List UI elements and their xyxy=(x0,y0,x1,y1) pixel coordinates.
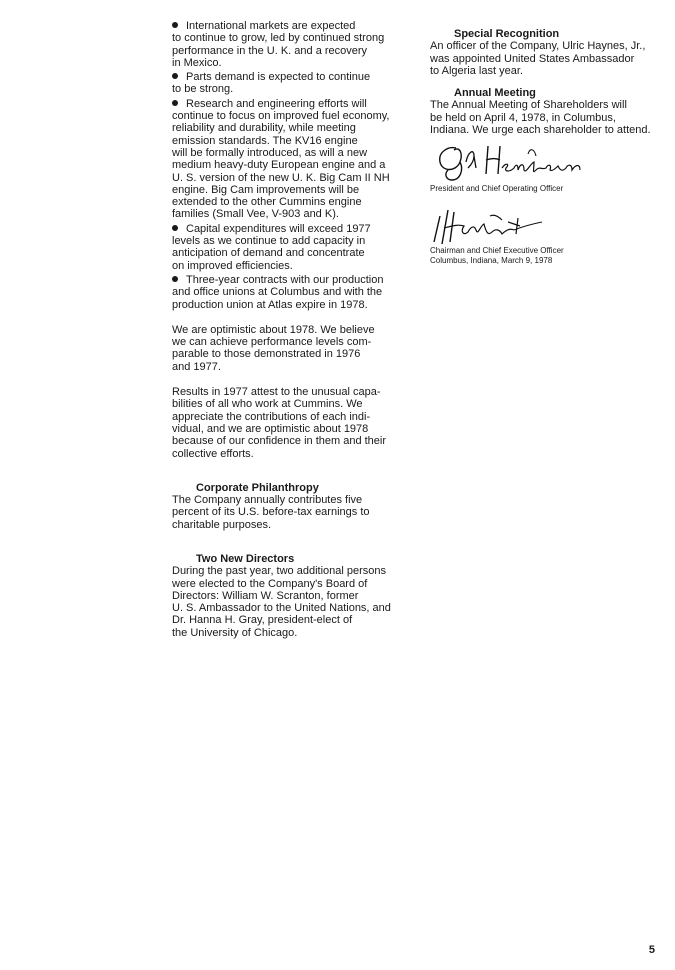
results-paragraph xyxy=(172,386,404,460)
text-line: Results in 1977 attest to the unusual capa- xyxy=(172,386,381,399)
optimistic-paragraph xyxy=(172,324,404,373)
text-line: to be strong. xyxy=(172,83,234,96)
chairman-signature xyxy=(430,206,580,246)
bullet-dot-icon xyxy=(172,225,178,231)
president-signature-block xyxy=(430,140,662,194)
bullet-item xyxy=(172,71,404,96)
recognition-section xyxy=(430,28,662,77)
text-line: and 1977. xyxy=(172,360,221,373)
text-line: Directors: William W. Scranton, former xyxy=(172,589,359,602)
bullet-item xyxy=(172,20,404,69)
text-line: U. S. Ambassador to the United Nations, and xyxy=(172,602,391,615)
chairman-caption: Chairman and Chief Executive Officer xyxy=(430,246,564,256)
chairman-signature-block xyxy=(430,206,662,266)
text-line: to continue to grow, led by continued strong xyxy=(172,32,385,45)
bullet-item xyxy=(172,223,404,272)
text-line: we can achieve performance levels com- xyxy=(172,336,372,349)
recognition-heading: Special Recognition xyxy=(454,28,560,40)
text-line: and office unions at Columbus and with the xyxy=(172,286,383,299)
text-line: U. S. version of the new U. K. Big Cam II NH xyxy=(172,171,390,184)
text-line: performance in the U. K. and a recovery xyxy=(172,44,368,57)
text-line: percent of its U.S. before-tax earnings to xyxy=(172,506,370,519)
president-signature xyxy=(430,140,610,184)
text-line: vidual, and we are optimistic about 1978 xyxy=(172,422,369,435)
page-number: 5 xyxy=(648,944,655,956)
outlook-bullet-list xyxy=(172,20,404,311)
text-line: families (Small Vee, V-903 and K). xyxy=(172,208,339,221)
text-line: will be formally introduced, as will a new xyxy=(172,146,368,159)
text-line: the University of Chicago. xyxy=(172,626,298,639)
text-line: was appointed United States Ambassador xyxy=(430,52,635,65)
text-line: collective efforts. xyxy=(172,447,254,460)
text-line: extended to the other Cummins engine xyxy=(172,196,362,209)
bullet-text: Parts demand is expected to continue xyxy=(186,71,371,84)
text-line xyxy=(172,223,404,235)
text-line: reliability and durability, while meeting xyxy=(172,122,356,135)
bullet-text: Capital expenditures will exceed 1977 xyxy=(186,222,371,235)
bullet-item xyxy=(172,98,404,221)
left-column xyxy=(172,20,404,639)
directors-heading: Two New Directors xyxy=(196,552,295,565)
text-line: because of our confidence in them and their xyxy=(172,435,387,448)
text-line: be held on April 4, 1978, in Columbus, xyxy=(430,111,616,124)
bullet-dot-icon xyxy=(172,73,178,79)
annual-meeting-heading: Annual Meeting xyxy=(454,87,536,100)
bullet-item xyxy=(172,274,404,311)
bullet-dot-icon xyxy=(172,276,178,282)
bullet-text: International markets are expected xyxy=(186,20,356,32)
text-line: The Company annually contributes five xyxy=(172,494,363,507)
text-line xyxy=(172,274,404,286)
text-line: parable to those demonstrated in 1976 xyxy=(172,348,361,361)
text-line: bilities of all who work at Cummins. We xyxy=(172,398,363,411)
text-line: engine. Big Cam improvements will be xyxy=(172,183,360,196)
signing-place-date: Columbus, Indiana, March 9, 1978 xyxy=(430,256,553,266)
president-caption: President and Chief Operating Officer xyxy=(430,184,564,194)
text-line: We are optimistic about 1978. We believe xyxy=(172,323,375,336)
text-line: anticipation of demand and concentrate xyxy=(172,247,365,260)
text-line: emission standards. The KV16 engine xyxy=(172,134,358,147)
text-line: in Mexico. xyxy=(172,56,222,69)
text-line: Dr. Hanna H. Gray, president-elect of xyxy=(172,614,353,627)
bullet-dot-icon xyxy=(172,22,178,28)
text-line xyxy=(172,98,404,110)
text-line: were elected to the Company's Board of xyxy=(172,577,368,590)
right-column xyxy=(430,28,662,266)
text-line: production union at Atlas expire in 1978. xyxy=(172,298,368,311)
text-line: During the past year, two additional persons xyxy=(172,565,387,578)
text-line: medium heavy-duty European engine and a xyxy=(172,159,386,172)
text-line xyxy=(172,20,404,32)
bullet-text: Research and engineering efforts will xyxy=(186,97,367,110)
philanthropy-heading: Corporate Philanthropy xyxy=(196,481,319,494)
text-line: An officer of the Company, Ulric Haynes, Jr., xyxy=(430,40,646,53)
text-line: levels as we continue to add capacity in xyxy=(172,235,366,248)
text-line: to Algeria last year. xyxy=(430,64,523,77)
text-line: appreciate the contributions of each indi- xyxy=(172,410,371,423)
bullet-text: Three-year contracts with our production xyxy=(186,273,384,286)
philanthropy-section xyxy=(172,482,404,531)
directors-section xyxy=(172,553,404,639)
text-line: continue to focus on improved fuel economy, xyxy=(172,110,390,123)
annual-meeting-section xyxy=(430,87,662,136)
text-line: charitable purposes. xyxy=(172,518,272,531)
text-line: The Annual Meeting of Shareholders will xyxy=(430,99,627,112)
text-line: on improved efficiencies. xyxy=(172,259,293,272)
text-line xyxy=(172,71,404,83)
text-line: Indiana. We urge each shareholder to attend. xyxy=(430,124,651,137)
bullet-dot-icon xyxy=(172,100,178,106)
